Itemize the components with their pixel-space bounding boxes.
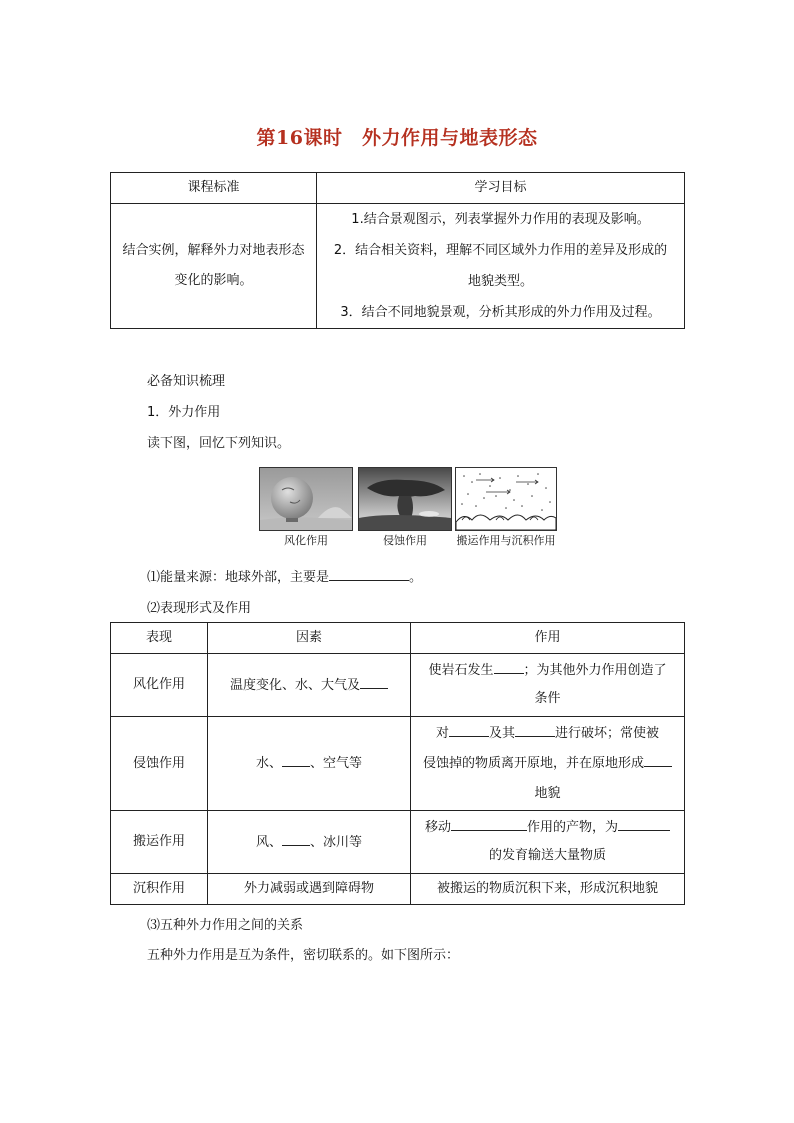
- q3-heading: ⑶五种外力作用之间的关系: [147, 918, 304, 933]
- standard-line1: 结合实例，解释外力对地表形态: [122, 243, 305, 258]
- erosion-photo: [358, 467, 452, 531]
- effect-text: 作用的产物，为: [527, 820, 619, 835]
- effect-text: 条件: [534, 691, 561, 706]
- row-weathering-factor: [208, 654, 411, 717]
- row-transport-factor: [208, 811, 411, 874]
- row-weathering-effect: [411, 654, 685, 717]
- goal-2a: 2．结合相关资料，理解不同区域外力作用的差异及形成的: [333, 243, 668, 258]
- page-title: 第16课时 外力作用与地表形态: [256, 127, 538, 149]
- header-standard: 课程标准: [111, 173, 317, 204]
- col-header-factor: 因素: [208, 623, 411, 654]
- factor-text: 、冰川等: [310, 834, 363, 850]
- factor-text: 风、: [255, 834, 282, 850]
- instruction-text: 读下图，回忆下列知识。: [147, 436, 291, 451]
- effect-text: 对: [435, 725, 449, 741]
- effect-text: ；为其他外力作用创造了: [523, 663, 667, 678]
- q3-body: 五种外力作用是互为条件，密切联系的。如下图所示：: [147, 948, 460, 963]
- goal-2b: 地貌类型。: [467, 274, 533, 289]
- blank[interactable]: [451, 816, 527, 831]
- effect-text: 侵蚀掉的物质离开原地，并在原地形成: [422, 755, 644, 771]
- effect-text: 地貌: [534, 785, 561, 801]
- effect-text: 使岩石发生: [428, 663, 494, 678]
- external-forces-table: [110, 622, 685, 905]
- row-weathering-name: 风化作用: [111, 654, 208, 717]
- header-goals: 学习目标: [317, 173, 685, 204]
- effect-text: 及其: [488, 725, 515, 741]
- blank[interactable]: [449, 722, 489, 737]
- q1-text: ⑴能量来源：地球外部，主要是: [147, 570, 330, 585]
- effect-text: 移动: [424, 820, 451, 835]
- blank[interactable]: [360, 674, 388, 689]
- q1-line: [147, 566, 422, 585]
- q1-blank[interactable]: [329, 566, 409, 581]
- transport-deposition-sketch: [455, 467, 557, 531]
- col-header-effect: 作用: [411, 623, 685, 654]
- q1-end: 。: [409, 570, 423, 585]
- standard-line2: 变化的影响。: [174, 273, 253, 288]
- standards-table: [110, 172, 685, 329]
- goal-3: 3．结合不同地貌景观，分析其形成的外力作用及过程。: [340, 305, 661, 320]
- col-header-form: 表现: [111, 623, 208, 654]
- factor-text: 、空气等: [310, 756, 363, 771]
- row-erosion-name: 侵蚀作用: [111, 717, 208, 811]
- row-deposition-effect: 被搬运的物质沉积下来，形成沉积地貌: [411, 874, 685, 905]
- goals-cell: [317, 204, 685, 329]
- row-erosion-factor: [208, 717, 411, 811]
- blank[interactable]: [282, 752, 310, 767]
- blank[interactable]: [515, 722, 555, 737]
- q2-heading: ⑵表现形式及作用: [147, 601, 252, 616]
- blank[interactable]: [644, 752, 672, 767]
- blank[interactable]: [494, 659, 524, 674]
- row-deposition-name: 沉积作用: [111, 874, 208, 905]
- caption-transport-deposition: 搬运作用与沉积作用: [456, 534, 556, 547]
- blank[interactable]: [618, 816, 670, 831]
- effect-text: 的发育输送大量物质: [488, 848, 606, 863]
- caption-weathering: 风化作用: [284, 534, 328, 547]
- sub-heading-1: 1．外力作用: [147, 405, 221, 420]
- caption-erosion: 侵蚀作用: [383, 534, 427, 547]
- blank[interactable]: [282, 831, 310, 846]
- weathering-photo: [259, 467, 353, 531]
- row-erosion-effect: [411, 717, 685, 811]
- effect-text: 进行破坏；常使被: [555, 725, 660, 741]
- row-deposition-factor: 外力减弱或遇到障碍物: [208, 874, 411, 905]
- row-transport-effect: [411, 811, 685, 874]
- goal-1: 1.结合景观图示，列表掌握外力作用的表现及影响。: [351, 212, 650, 227]
- section-heading: 必备知识梳理: [147, 374, 226, 389]
- factor-text: 温度变化、水、大气及: [229, 677, 360, 693]
- standard-cell: [111, 204, 317, 329]
- factor-text: 水、: [255, 756, 282, 771]
- row-transport-name: 搬运作用: [111, 811, 208, 874]
